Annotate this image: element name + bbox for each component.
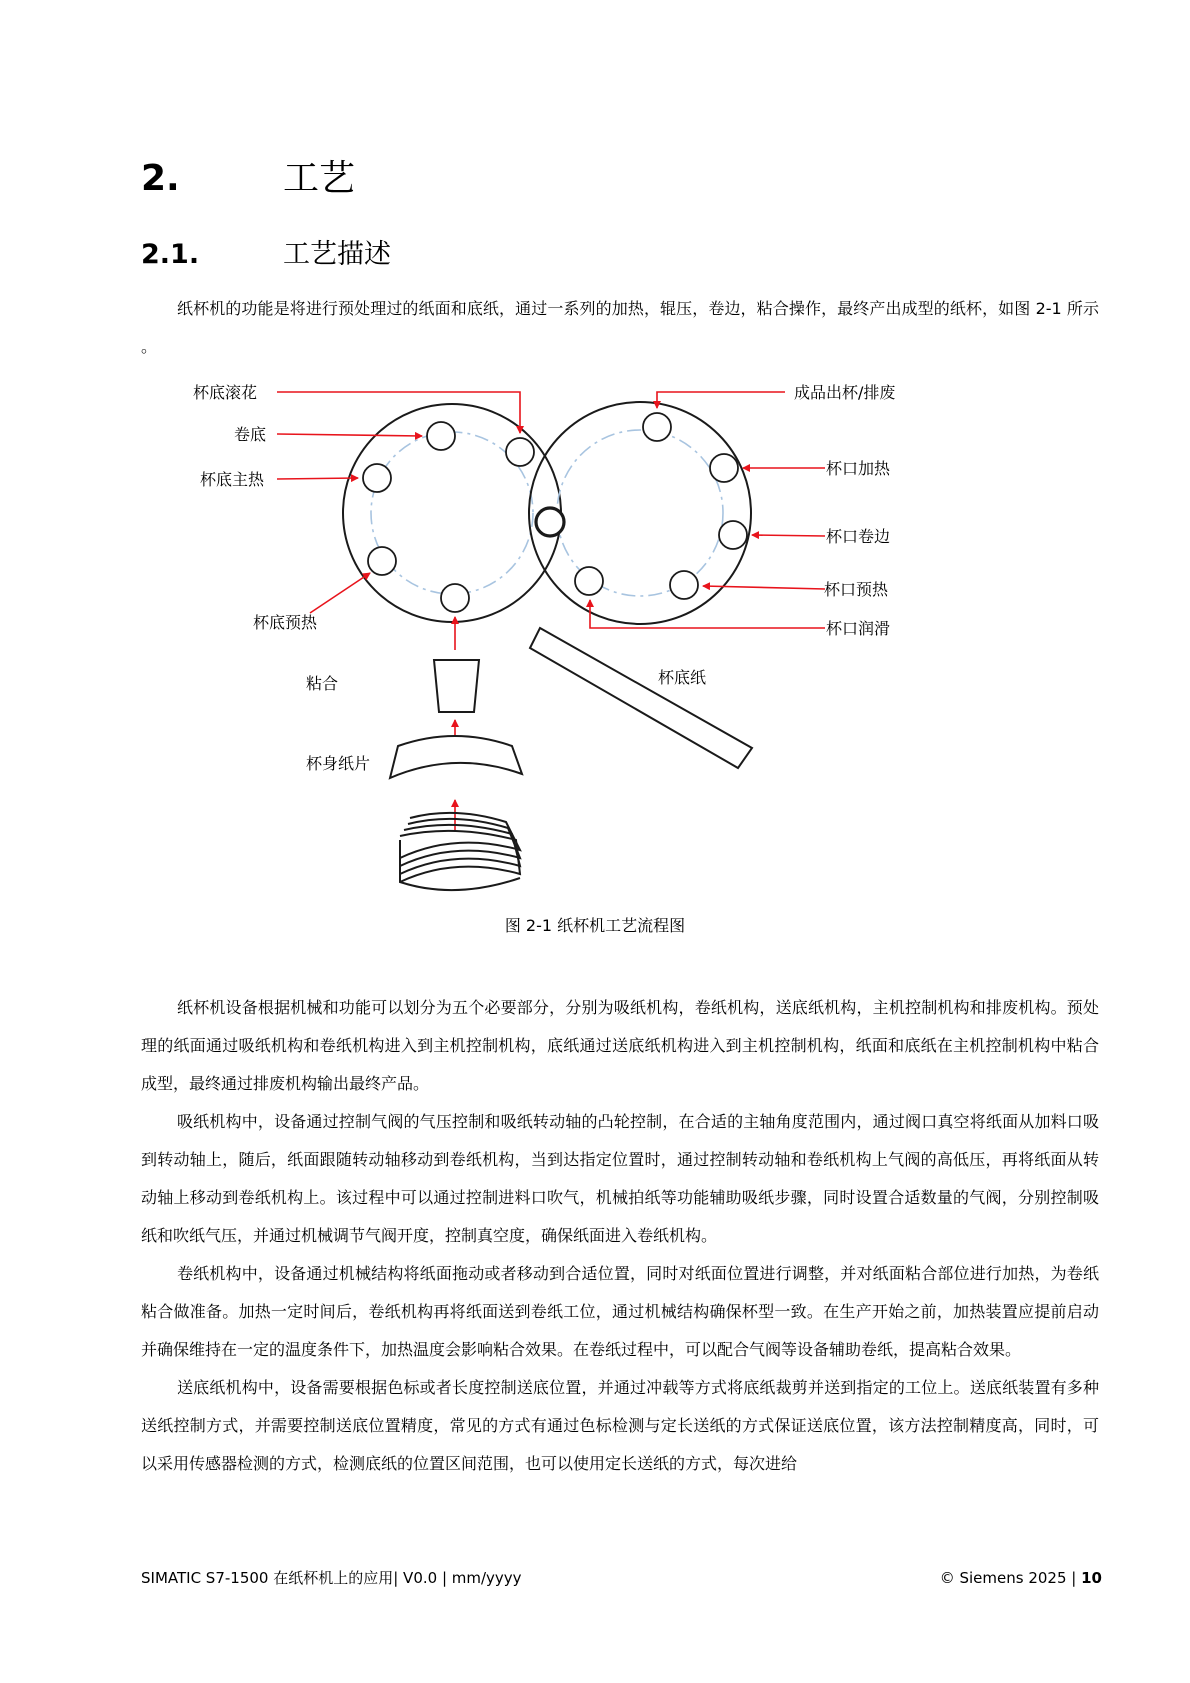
paragraph-overview: 纸杯机设备根据机械和功能可以划分为五个必要部分，分别为吸纸机构，卷纸机构，送底纸机构，主机控制机构和排废机构。预处理的纸面通过吸纸机构和卷纸机构进入到主机控制机构，底纸通过送底纸机构进入到主机控制机构，纸面和底纸在主机控制机构中粘合成型，最终通过排废机构输出最终产品。 (141, 998, 1099, 1093)
station-bottom-preheat (368, 547, 396, 575)
footer-document-title: SIMATIC S7-1500 在纸杯机上的应用| V0.0 | mm/yyyy (141, 1569, 522, 1587)
cup-blank-shape (390, 736, 522, 778)
blank-stack (400, 813, 520, 890)
label-bottom-preheat: 杯底预热 (253, 613, 318, 632)
label-body-blank: 杯身纸片 (306, 754, 371, 773)
intro-paragraph: 纸杯机的功能是将进行预处理过的纸面和底纸，通过一系列的加热，辊压，卷边，粘合操作，最终产出成型的纸杯，如图 2-1 所示 。 (141, 299, 1099, 356)
paragraph-rolling: 卷纸机构中，设备通过机械结构将纸面拖动或者移动到合适位置，同时对纸面位置进行调整，并对纸面粘合部位进行加热，为卷纸粘合做准备。加热一定时间后，卷纸机构再将纸面送到卷纸工位，通过机械结构确保杯型一致。在生产开始之前，加热装置应提前启动并确保维持在一定的温度条件下，加热温度会影响粘合效果。在卷纸过程中，可以配合气阀等设备辅助卷纸，提高粘合效果。 (141, 1264, 1099, 1359)
station-rim-heat (710, 454, 738, 482)
station-rim-lube (575, 567, 603, 595)
station-transfer (536, 508, 564, 536)
figure-caption: 图 2-1 纸杯机工艺流程图 (504, 916, 686, 935)
paragraph-suction: 吸纸机构中，设备通过控制气阀的气压控制和吸纸转动轴的凸轮控制，在合适的主轴角度范围内，通过阀口真空将纸面从加料口吸到转动轴上，随后，纸面跟随转动轴移动到卷纸机构，当到达指定位置时，通过控制转动轴和卷纸机构上气阀的高低压，再将纸面从转动轴上移动到卷纸机构上。该过程中可以通过控制进料口吹气，机械拍纸等功能辅助吸纸步骤，同时设置合适数量的气阀，分别控制吸纸和吹纸气压，并通过机械调节气阀开度，控制真空度，确保纸面进入卷纸机构。 (141, 1112, 1099, 1245)
label-rim-lube: 杯口润滑 (826, 619, 891, 638)
station-bottom-main-heat (363, 464, 391, 492)
section-title: 工艺描述 (283, 239, 391, 270)
paragraph-bottom-feed: 送底纸机构中，设备需要根据色标或者长度控制送底位置，并通过冲载等方式将底纸裁剪并送到指定的工位上。送底纸装置有多种送纸控制方式，并需要控制送底位置精度，常见的方式有通过色标检测与定长送纸的方式保证送底位置，该方法控制精度高，同时，可以采用传感器检测的方式，检测底纸的位置区间范围，也可以使用定长送纸的方式，每次进给 (141, 1378, 1099, 1473)
label-rim-heat: 杯口加热 (826, 459, 891, 478)
label-rim-preheat: 杯口预热 (824, 580, 889, 599)
body-text (141, 989, 1099, 1483)
station-bottom-knurl (506, 438, 534, 466)
label-rim-curl: 杯口卷边 (826, 527, 891, 546)
footer-copyright-text: © Siemens 2025 | (939, 1569, 1077, 1587)
page-number: 10 (1081, 1569, 1102, 1587)
station-rim-curl (719, 521, 747, 549)
bottom-paper-strip (530, 628, 752, 768)
label-bottom-paper: 杯底纸 (658, 668, 707, 687)
station-bottom-roll (427, 422, 455, 450)
formed-cup-shape (434, 660, 479, 712)
footer-copyright (940, 1567, 1102, 1589)
station-bottom-feed (441, 584, 469, 612)
label-finished-out: 成品出杯/排废 (794, 383, 896, 402)
paper-cup-process-diagram (0, 370, 1190, 910)
label-bottom-roll: 卷底 (234, 425, 267, 444)
chapter-title: 工艺 (283, 158, 356, 199)
label-bonding: 粘合 (306, 674, 339, 693)
station-rim-preheat (670, 571, 698, 599)
chapter-number: 2. (141, 158, 180, 199)
label-bottom-main-heat: 杯底主热 (200, 470, 265, 489)
label-bottom-knurl: 杯底滚花 (193, 383, 258, 402)
section-number: 2.1. (141, 239, 200, 270)
station-finished-out (643, 413, 671, 441)
